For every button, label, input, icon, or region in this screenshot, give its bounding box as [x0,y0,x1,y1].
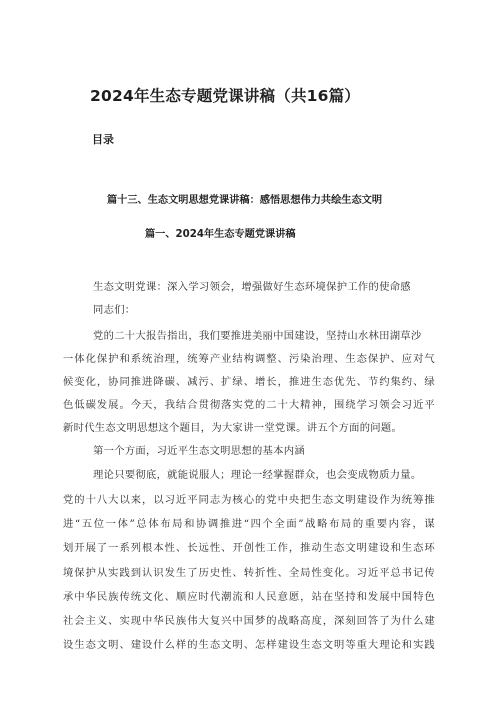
toc-item-13[interactable]: 篇十三、生态文明思想党课讲稿：感悟思想伟力共绘生态文明 [107,195,383,206]
body-line-8: 第一个方面，习近平生态文明思想的基本内涵 [93,445,305,457]
body-line-7: 新时代生态文明思想这个题目，为大家讲一堂党课。讲五个方面的问题。 [63,422,403,434]
body-line-3: 党的二十大报告指出，我们要推进美丽中国建设，坚持山水林田湖草沙 [93,330,422,342]
toc-item-1[interactable]: 篇一、2024年生态专题党课讲稿 [145,229,296,240]
body-line-4: 一体化保护和系统治理，统筹产业结构调整、污染治理、生态保护、应对气 [63,353,435,365]
body-line-16: 设生态文明、建设什么样的生态文明、怎样建设生态文明等重大理论和实践 [63,639,435,651]
body-line-1: 生态文明党课：深入学习领会，增强做好生态环境保护工作的使命感 [93,281,411,293]
body-line-15: 社会主义、实现中华民族伟大复兴中国梦的战略高度，深刻回答了为什么建 [63,615,435,627]
body-line-2: 同志们： [93,304,136,316]
document-title: 2024年生态专题党课讲稿（共16篇） [90,87,361,105]
body-line-10: 党的十八大以来，以习近平同志为核心的党中央把生态文明建设作为统筹推 [63,494,435,506]
body-line-11: 进“五位一体”总体布局和协调推进“四个全面”战略布局的重要内容，谋 [63,518,435,530]
body-line-13: 境保护从实践到认识发生了历史性、转折性、全局性变化。习近平总书记传 [63,567,435,579]
body-line-12: 划开展了一系列根本性、长远性、开创性工作，推动生态文明建设和生态环 [63,542,435,554]
body-line-14: 承中华民族传统文化、顺应时代潮流和人民意愿，站在坚持和发展中国特色 [63,591,435,603]
body-line-5: 候变化，协同推进降碳、减污、扩绿、增长，推进生态优先、节约集约、绿 [63,376,435,388]
toc-heading: 目录 [92,133,114,146]
body-line-6: 色低碳发展。今天，我结合贯彻落实党的二十大精神，围绕学习领会习近平 [63,399,435,411]
body-line-9: 理论只要彻底，就能说服人；理论一经掌握群众，也会变成物质力量。 [93,469,422,481]
